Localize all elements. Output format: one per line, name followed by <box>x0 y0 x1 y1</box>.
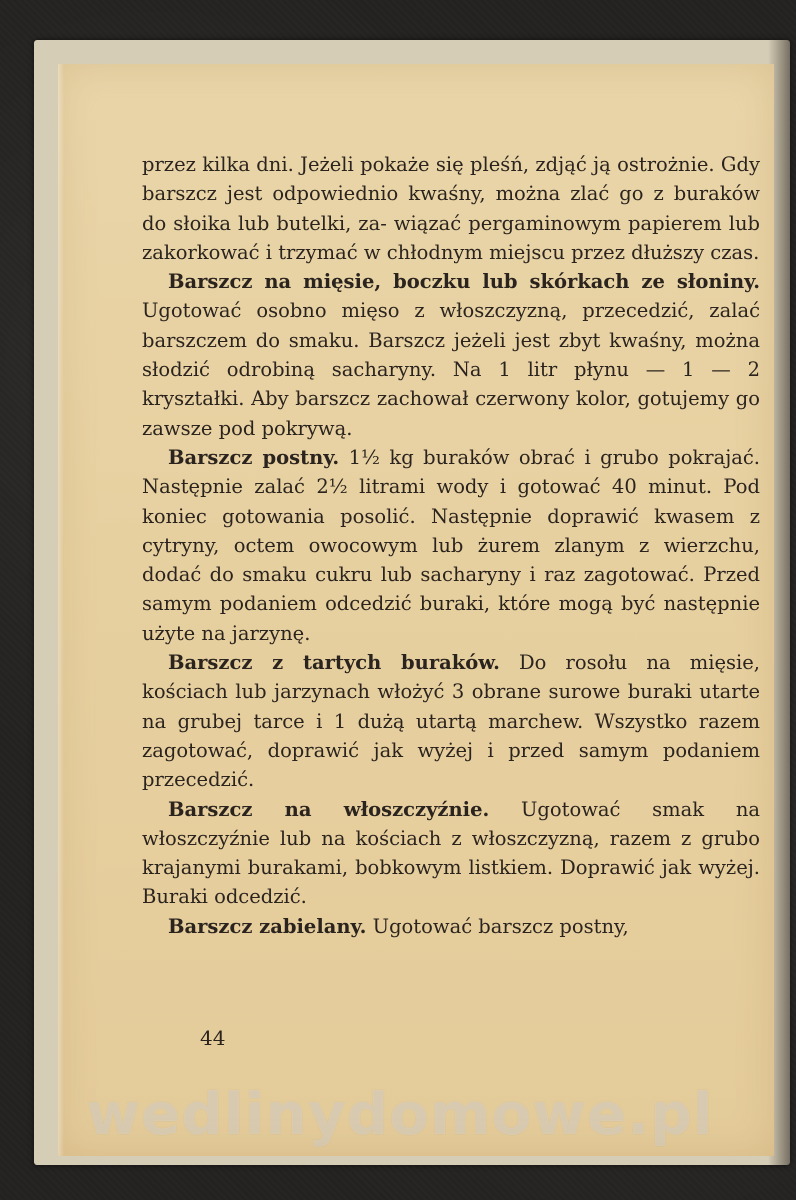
recipe-body: Ugotować barszcz postny, <box>372 914 629 938</box>
intro-line: można zlać go z buraków do słoika lub butelki, za- <box>142 182 760 235</box>
recipe-body: Ugotować osobno mięso z włoszczyzną, przecedzić, zalać barszczem do smaku. Barszcz jeżeli jest zbyt kwaśny, można słodzić odrobiną sacharyny. Na 1 litr płynu — 1 — 2 kryształki. Aby barszcz zachował czerwony kolor, gotujemy go zawsze pod pokrywą. <box>142 299 760 440</box>
recipe-title: Barszcz z tartych buraków. <box>168 651 500 675</box>
recipe-title: Barszcz na włoszczyźnie. <box>168 797 490 821</box>
recipe-paragraph <box>142 443 760 648</box>
recipe-paragraph <box>142 267 760 443</box>
recipe-title: Barszcz zabielany. <box>168 914 367 938</box>
recipe-body: Do rosołu na mięsie, kościach lub jarzynach włożyć 3 obrane surowe buraki utarte na grubej tarce i 1 dużą utartą marchew. Wszystko razem zagotować, doprawić jak wyżej i przed samym podaniem przecedzić. <box>142 651 760 792</box>
recipe-paragraph <box>142 795 760 912</box>
recipe-title: Barszcz na mięsie, boczku lub skórkach ze słoniny. <box>168 270 760 294</box>
intro-line: ostrożnie. Gdy barszcz jest odpowiednio kwaśny, <box>142 153 760 206</box>
intro-line: i trzymać w chłodnym miejscu przez dłuższy czas. <box>265 240 760 264</box>
intro-paragraph <box>142 150 760 267</box>
page-text <box>142 150 760 941</box>
page-number: 44 <box>200 1026 226 1050</box>
recipe-body: 1½ kg buraków obrać i grubo pokrajać. Następnie zalać 2½ litrami wody i gotować 40 minut. Pod koniec gotowania posolić. Następnie doprawić kwasem z cytryny, octem owocowym lub żurem zlanym z wierzchu, dodać do smaku cukru lub sacharyny i raz zagotować. Przed samym podaniem odcedzić buraki, które mogą być następnie użyte na jarzynę. <box>142 445 760 645</box>
recipe-paragraph <box>142 912 760 941</box>
recipe-title: Barszcz postny. <box>168 445 340 469</box>
watermark: wedlinydomowe.pl <box>86 1080 714 1148</box>
intro-line: przez kilka dni. Jeżeli pokaże się pleśń, zdjąć ją <box>142 153 611 176</box>
recipe-body: Ugotować smak na włoszczyźnie lub na kościach z włoszczyzną, razem z grubo krajanymi burakami, bobkowym listkiem. Doprawić jak wyżej. Buraki odcedzić. <box>142 797 761 909</box>
intro-line: wiązać pergaminowym papierem lub zakorkować <box>142 211 761 264</box>
recipe-paragraph <box>142 648 760 794</box>
